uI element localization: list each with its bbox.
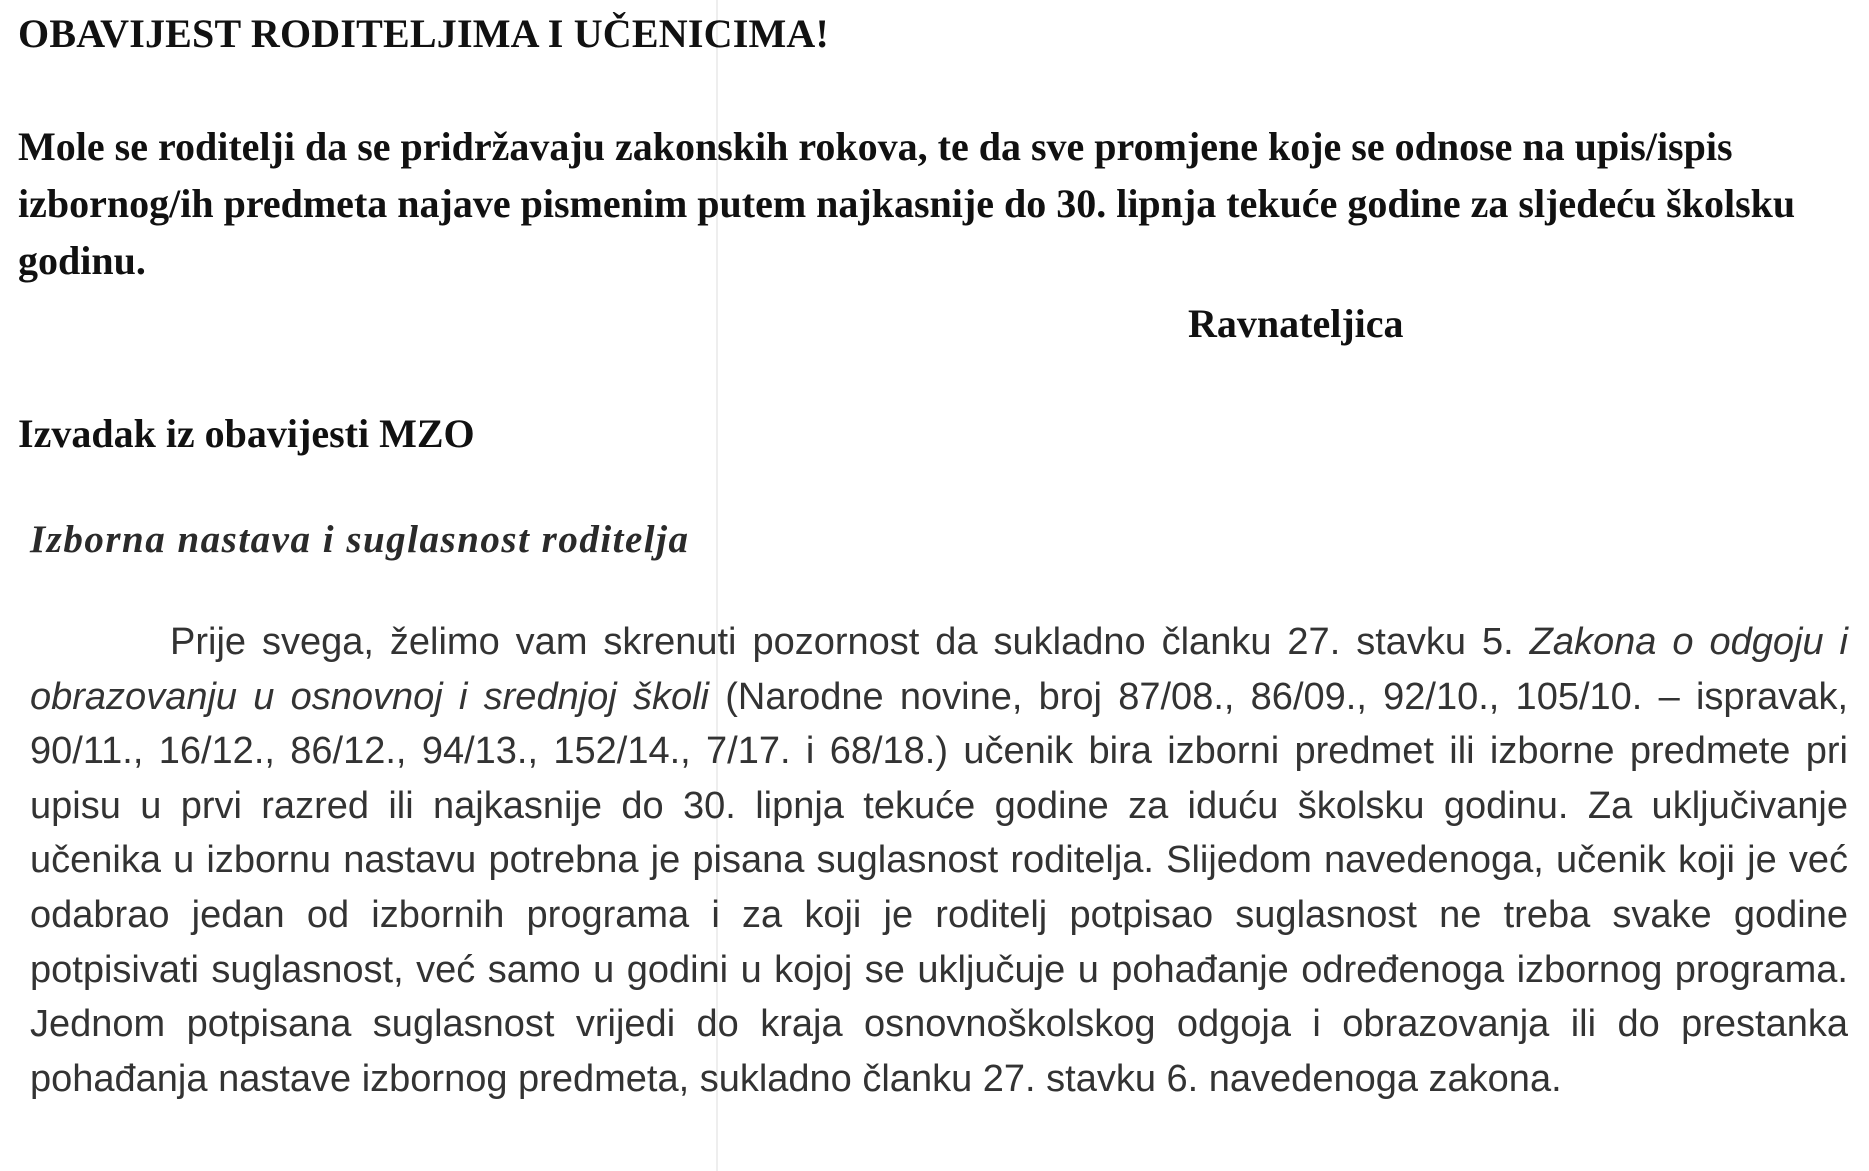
document-title: OBAVIJEST RODITELJIMA I UČENICIMA! <box>18 11 830 56</box>
paragraph-part-1: Prije svega, želimo vam skrenuti pozornost da sukladno članku 27. stavku 5. <box>170 621 1530 663</box>
law-title: Zakona o odgoju i obrazovanju u osnovnoj i srednjoj školi <box>30 621 1849 718</box>
excerpt-paragraph <box>30 615 1848 1106</box>
excerpt-heading: Izvadak iz obavijesti MZO <box>18 411 475 456</box>
signature-principal: Ravnateljica <box>1188 301 1404 346</box>
notice-text: Mole se roditelji da se pridržavaju zakonskih rokova, te da sve promjene koje se odnose na upis/ispis izbornog/ih predmeta najave pismenim putem najkasnije do 30. lipnja tekuće godine za sljedeću školsku godinu. <box>18 124 1796 283</box>
section-subheading: Izborna nastava i suglasnost roditelja <box>30 518 690 561</box>
paragraph-part-2: (Narodne novine, broj 87/08., 86/09., 92/10., 105/10. – ispravak, 90/11., 16/12., 86/12., 94/13., 152/14., 7/17. i 68/18.) učenik bira izborni predmet ili izborne predmete pri upisu u prvi razred ili najkasnije do 30. lipnja tekuće godine za iduću školsku godinu. Za uključivanje učenika u izbornu nastavu potrebna je pisana suglasnost roditelja. Slijedom navedenoga, učenik koji je već odabrao jedan od izbornih programa i za koji je roditelj potpisao suglasnost ne treba svake godine potpisivati suglasnost, već samo u godini u kojoj se uključuje u pohađanje određenoga izbornog programa. Jednom potpisana suglasnost vrijedi do kraja osnovnoškolskog odgoja i obrazovanja ili do prestanka pohađanja nastave izbornog predmeta, sukladno članku 27. stavku 6. navedenoga zakona. <box>30 675 1848 1100</box>
